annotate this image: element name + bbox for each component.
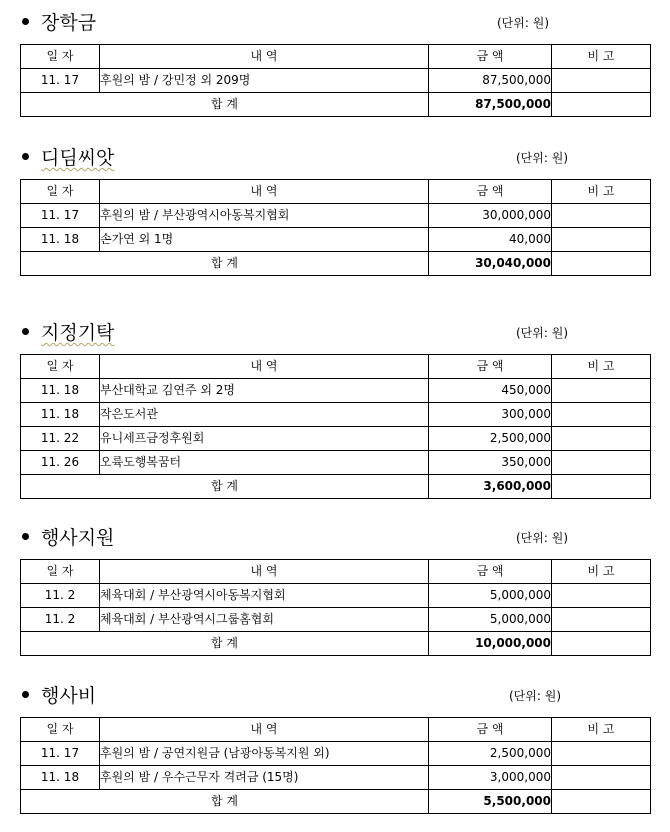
ledger-table [20,559,651,656]
row-note [552,608,651,632]
total-amount: 3,600,000 [429,475,552,499]
row-desc: 손가연 외 1명 [100,228,429,252]
row-desc: 체육대회 / 부산광역시그룹홈협회 [100,608,429,632]
row-desc: 후원의 밤 / 우수근무자 격려금 (15명) [100,766,429,790]
ledger-table [20,44,651,117]
total-label: 합 계 [21,93,429,117]
section-title: 행사비 [22,683,96,709]
header-row [21,355,651,379]
header-row [21,718,651,742]
total-note [552,632,651,656]
header-note: 비 고 [552,560,651,584]
bullet-icon [22,18,29,25]
header-desc: 내 역 [100,180,429,204]
section-title: 지정기탁 [22,320,114,346]
row-date: 11. 17 [21,69,100,93]
ledger-table [20,354,651,499]
row-date: 11. 18 [21,403,100,427]
header-amount: 금 액 [429,718,552,742]
unit-label: (단위: 원) [497,16,549,30]
row-amount: 450,000 [429,379,552,403]
row-date: 11. 2 [21,584,100,608]
row-note [552,584,651,608]
header-desc: 내 역 [100,718,429,742]
header-note: 비 고 [552,180,651,204]
total-row [21,632,651,656]
header-amount: 금 액 [429,560,552,584]
header-note: 비 고 [552,45,651,69]
row-note [552,451,651,475]
header-note: 비 고 [552,355,651,379]
unit-label: (단위: 원) [516,326,568,340]
row-amount: 40,000 [429,228,552,252]
unit-label: (단위: 원) [516,531,568,545]
total-label: 합 계 [21,252,429,276]
row-amount: 300,000 [429,403,552,427]
ledger-table [20,717,651,814]
section-title: 행사지원 [22,525,114,551]
bullet-icon [22,533,29,540]
section-title: 장학금 [22,10,96,36]
unit-label: (단위: 원) [516,151,568,165]
table-row [21,204,651,228]
row-amount: 2,500,000 [429,742,552,766]
total-row [21,252,651,276]
header-amount: 금 액 [429,45,552,69]
row-note [552,228,651,252]
total-note [552,790,651,814]
table-row [21,403,651,427]
total-label: 합 계 [21,475,429,499]
row-amount: 87,500,000 [429,69,552,93]
header-row [21,45,651,69]
row-note [552,379,651,403]
row-amount: 5,000,000 [429,608,552,632]
total-amount: 87,500,000 [429,93,552,117]
header-date: 일 자 [21,45,100,69]
row-desc: 후원의 밤 / 공연지원금 (남광아동복지원 외) [100,742,429,766]
header-desc: 내 역 [100,45,429,69]
table-row [21,584,651,608]
row-date: 11. 17 [21,204,100,228]
row-desc: 작은도서관 [100,403,429,427]
row-note [552,742,651,766]
row-desc: 후원의 밤 / 강민정 외 209명 [100,69,429,93]
table-row [21,427,651,451]
table-row [21,228,651,252]
row-note [552,427,651,451]
row-date: 11. 2 [21,608,100,632]
total-row [21,790,651,814]
header-note: 비 고 [552,718,651,742]
row-note [552,766,651,790]
bullet-icon [22,691,29,698]
row-amount: 350,000 [429,451,552,475]
row-desc: 부산대학교 김연주 외 2명 [100,379,429,403]
row-note [552,403,651,427]
total-note [552,252,651,276]
total-note [552,93,651,117]
table-row [21,742,651,766]
row-date: 11. 22 [21,427,100,451]
table-row [21,69,651,93]
row-date: 11. 18 [21,766,100,790]
row-note [552,204,651,228]
total-label: 합 계 [21,632,429,656]
bullet-icon [22,328,29,335]
header-date: 일 자 [21,718,100,742]
header-date: 일 자 [21,180,100,204]
total-amount: 30,040,000 [429,252,552,276]
row-date: 11. 18 [21,228,100,252]
header-row [21,180,651,204]
row-date: 11. 18 [21,379,100,403]
row-note [552,69,651,93]
header-amount: 금 액 [429,355,552,379]
table-row [21,766,651,790]
row-amount: 3,000,000 [429,766,552,790]
header-amount: 금 액 [429,180,552,204]
total-note [552,475,651,499]
total-amount: 5,500,000 [429,790,552,814]
row-desc: 유니세프금정후원회 [100,427,429,451]
ledger-table [20,179,651,276]
total-row [21,475,651,499]
row-amount: 30,000,000 [429,204,552,228]
total-label: 합 계 [21,790,429,814]
table-row [21,608,651,632]
unit-label: (단위: 원) [509,689,561,703]
table-row [21,379,651,403]
total-amount: 10,000,000 [429,632,552,656]
row-amount: 5,000,000 [429,584,552,608]
header-desc: 내 역 [100,560,429,584]
table-row [21,451,651,475]
header-desc: 내 역 [100,355,429,379]
bullet-icon [22,153,29,160]
row-date: 11. 17 [21,742,100,766]
total-row [21,93,651,117]
row-desc: 오륙도행복꿈터 [100,451,429,475]
header-date: 일 자 [21,355,100,379]
row-date: 11. 26 [21,451,100,475]
row-desc: 체육대회 / 부산광역시아동복지협회 [100,584,429,608]
row-amount: 2,500,000 [429,427,552,451]
section-title: 디딤씨앗 [22,145,114,171]
row-desc: 후원의 밤 / 부산광역시아동복지협회 [100,204,429,228]
header-row [21,560,651,584]
header-date: 일 자 [21,560,100,584]
